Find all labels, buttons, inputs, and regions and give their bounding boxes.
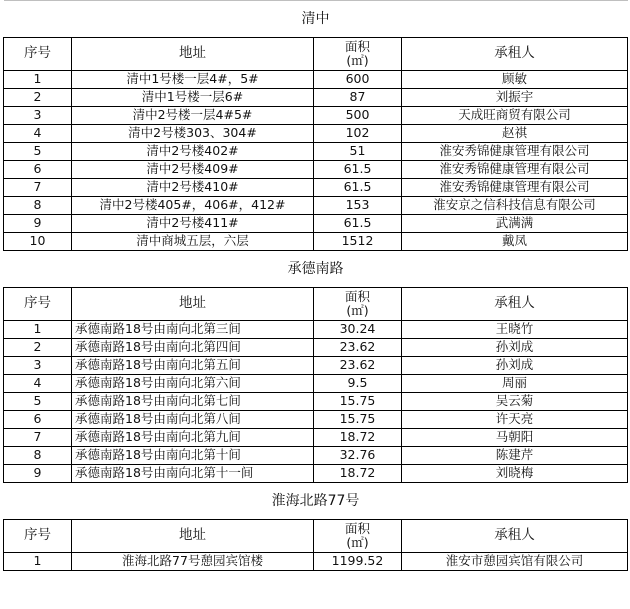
header-area [314, 520, 402, 553]
cell-address: 承德南路18号由南向北第七间 [72, 393, 314, 411]
cell-no: 6 [4, 161, 72, 179]
cell-address: 清中2号楼402# [72, 143, 314, 161]
cell-address: 承德南路18号由南向北第三间 [72, 321, 314, 339]
header-row [4, 38, 628, 71]
header-area [314, 38, 402, 71]
cell-tenant: 淮安市憩园宾馆有限公司 [402, 553, 628, 571]
cell-no: 8 [4, 447, 72, 465]
cell-address: 承德南路18号由南向北第六间 [72, 375, 314, 393]
cell-area: 18.72 [314, 465, 402, 483]
cell-area: 153 [314, 197, 402, 215]
cell-area: 1512 [314, 233, 402, 251]
table-row [4, 143, 628, 161]
cell-address: 承德南路18号由南向北第九间 [72, 429, 314, 447]
cell-area: 102 [314, 125, 402, 143]
table-row [4, 447, 628, 465]
table-row [4, 125, 628, 143]
cell-no: 2 [4, 89, 72, 107]
table-row [4, 179, 628, 197]
cell-address: 承德南路18号由南向北第八间 [72, 411, 314, 429]
table-row [4, 161, 628, 179]
table-row [4, 393, 628, 411]
cell-no: 7 [4, 429, 72, 447]
cell-no: 9 [4, 215, 72, 233]
cell-tenant: 陈建芹 [402, 447, 628, 465]
cell-area: 500 [314, 107, 402, 125]
cell-address: 淮海北路77号憩园宾馆楼 [72, 553, 314, 571]
cell-no: 6 [4, 411, 72, 429]
section-chengde-south-road [4, 251, 628, 483]
cell-tenant: 王晓竹 [402, 321, 628, 339]
cell-address: 承德南路18号由南向北第五间 [72, 357, 314, 375]
cell-address: 清中2号楼411# [72, 215, 314, 233]
header-no: 序号 [4, 520, 72, 553]
cell-area: 18.72 [314, 429, 402, 447]
cell-area: 32.76 [314, 447, 402, 465]
cell-area: 61.5 [314, 161, 402, 179]
header-area-line1: 面积 [344, 289, 370, 304]
header-address: 地址 [72, 520, 314, 553]
cell-tenant: 孙刘成 [402, 339, 628, 357]
cell-address: 清中2号楼一层4#5# [72, 107, 314, 125]
header-no: 序号 [4, 38, 72, 71]
header-area-unit: (㎡) [346, 53, 369, 68]
cell-tenant: 戴凤 [402, 233, 628, 251]
table-row [4, 429, 628, 447]
header-no: 序号 [4, 288, 72, 321]
cell-tenant: 吴云菊 [402, 393, 628, 411]
header-area-unit: (㎡) [346, 535, 369, 550]
cell-address: 清中2号楼303、304# [72, 125, 314, 143]
cell-address: 清中2号楼409# [72, 161, 314, 179]
header-row [4, 520, 628, 553]
table-row [4, 357, 628, 375]
table-row [4, 339, 628, 357]
table-row [4, 197, 628, 215]
section-title: 淮海北路77号 [4, 483, 628, 520]
cell-tenant: 刘振宇 [402, 89, 628, 107]
table-row [4, 71, 628, 89]
cell-no: 8 [4, 197, 72, 215]
cell-no: 5 [4, 143, 72, 161]
section-qingzhong [4, 1, 628, 251]
cell-address: 承德南路18号由南向北第十一间 [72, 465, 314, 483]
cell-area: 87 [314, 89, 402, 107]
cell-address: 清中2号楼410# [72, 179, 314, 197]
table-row [4, 465, 628, 483]
cell-address: 清中1号楼一层6# [72, 89, 314, 107]
cell-tenant: 淮安秀锦健康管理有限公司 [402, 179, 628, 197]
cell-tenant: 赵祺 [402, 125, 628, 143]
cell-area: 15.75 [314, 411, 402, 429]
cell-area: 15.75 [314, 393, 402, 411]
cell-tenant: 淮安京之信科技信息有限公司 [402, 197, 628, 215]
header-tenant: 承租人 [402, 38, 628, 71]
cell-address: 承德南路18号由南向北第十间 [72, 447, 314, 465]
cell-address: 清中1号楼一层4#，5# [72, 71, 314, 89]
cell-area: 23.62 [314, 339, 402, 357]
cell-tenant: 武满满 [402, 215, 628, 233]
cell-address: 清中商城五层，六层 [72, 233, 314, 251]
table-row [4, 553, 628, 571]
cell-no: 10 [4, 233, 72, 251]
cell-no: 1 [4, 553, 72, 571]
cell-area: 61.5 [314, 215, 402, 233]
cell-no: 5 [4, 393, 72, 411]
section-title: 清中 [4, 1, 628, 38]
table-row [4, 215, 628, 233]
section-huaihai-north-road [4, 483, 628, 571]
cell-no: 4 [4, 125, 72, 143]
header-tenant: 承租人 [402, 288, 628, 321]
cell-area: 51 [314, 143, 402, 161]
cell-tenant: 许天亮 [402, 411, 628, 429]
cell-no: 1 [4, 321, 72, 339]
table-row [4, 107, 628, 125]
cell-tenant: 淮安秀锦健康管理有限公司 [402, 161, 628, 179]
cell-area: 23.62 [314, 357, 402, 375]
cell-no: 3 [4, 107, 72, 125]
header-address: 地址 [72, 38, 314, 71]
cell-tenant: 马朝阳 [402, 429, 628, 447]
header-address: 地址 [72, 288, 314, 321]
cell-area: 61.5 [314, 179, 402, 197]
section-title: 承德南路 [4, 251, 628, 288]
cell-area: 600 [314, 71, 402, 89]
table-row [4, 321, 628, 339]
cell-tenant: 顾敏 [402, 71, 628, 89]
cell-no: 2 [4, 339, 72, 357]
cell-no: 9 [4, 465, 72, 483]
table-row [4, 411, 628, 429]
table-row [4, 375, 628, 393]
lease-table [3, 0, 628, 571]
cell-area: 1199.52 [314, 553, 402, 571]
cell-tenant: 周丽 [402, 375, 628, 393]
header-area-line1: 面积 [344, 39, 370, 54]
header-area-line1: 面积 [344, 521, 370, 536]
cell-area: 30.24 [314, 321, 402, 339]
cell-no: 4 [4, 375, 72, 393]
cell-no: 3 [4, 357, 72, 375]
header-tenant: 承租人 [402, 520, 628, 553]
cell-tenant: 刘晓梅 [402, 465, 628, 483]
header-row [4, 288, 628, 321]
cell-tenant: 天成旺商贸有限公司 [402, 107, 628, 125]
cell-area: 9.5 [314, 375, 402, 393]
table-row [4, 233, 628, 251]
header-area [314, 288, 402, 321]
cell-address: 承德南路18号由南向北第四间 [72, 339, 314, 357]
cell-no: 7 [4, 179, 72, 197]
cell-tenant: 孙刘成 [402, 357, 628, 375]
table-row [4, 89, 628, 107]
cell-address: 清中2号楼405#，406#，412# [72, 197, 314, 215]
cell-tenant: 淮安秀锦健康管理有限公司 [402, 143, 628, 161]
header-area-unit: (㎡) [346, 303, 369, 318]
cell-no: 1 [4, 71, 72, 89]
